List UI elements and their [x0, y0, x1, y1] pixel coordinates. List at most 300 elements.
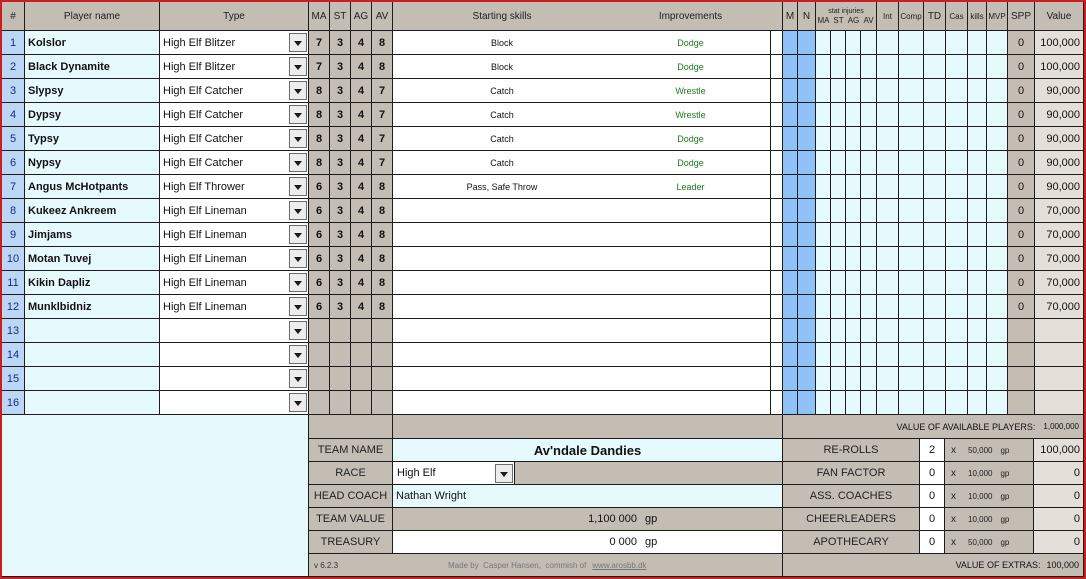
kills-cell[interactable]	[968, 271, 987, 295]
player-name-cell[interactable]: Angus McHotpants	[25, 175, 160, 199]
stat-injury-av-cell[interactable]	[861, 103, 877, 127]
kills-cell[interactable]	[968, 247, 987, 271]
stat-injury-st-cell[interactable]	[831, 271, 846, 295]
player-type-value: High Elf Catcher	[163, 108, 244, 121]
improvements-cell[interactable]	[611, 343, 770, 367]
comp-cell[interactable]	[899, 79, 924, 103]
player-type-dropdown-button[interactable]	[289, 105, 307, 124]
kills-cell[interactable]	[968, 391, 987, 415]
int-cell[interactable]	[877, 343, 899, 367]
kills-cell[interactable]	[968, 223, 987, 247]
row-number: 16	[2, 391, 25, 415]
int-cell[interactable]	[877, 199, 899, 223]
player-name-cell[interactable]: Dypsy	[25, 103, 160, 127]
player-name-cell[interactable]: Slypsy	[25, 79, 160, 103]
player-type-dropdown-button[interactable]	[289, 153, 307, 172]
td-cell[interactable]	[924, 199, 946, 223]
stat-injury-ma-cell[interactable]	[816, 79, 831, 103]
starting-skills-cell[interactable]	[393, 247, 611, 271]
niggling-injury-cell[interactable]	[798, 55, 816, 79]
miss-next-game-cell[interactable]	[783, 295, 798, 319]
arosbb-link[interactable]: www.arosbb.dk	[592, 560, 647, 570]
kills-cell[interactable]	[968, 295, 987, 319]
stat-injury-ma-cell[interactable]	[816, 343, 831, 367]
niggling-injury-cell[interactable]	[798, 391, 816, 415]
miss-next-game-cell[interactable]	[783, 319, 798, 343]
player-type-dropdown-button[interactable]	[289, 225, 307, 244]
cas-cell[interactable]	[946, 103, 968, 127]
player-type-dropdown-button[interactable]	[289, 369, 307, 388]
improvements-cell[interactable]: Dodge	[611, 151, 770, 175]
player-type-dropdown-button[interactable]	[289, 177, 307, 196]
td-cell[interactable]	[924, 223, 946, 247]
improvements-cell[interactable]: Dodge	[611, 55, 770, 79]
bottom-strip-mid	[393, 415, 783, 439]
comp-cell[interactable]	[899, 247, 924, 271]
player-type-dropdown-button[interactable]	[289, 57, 307, 76]
apothecary-count-input[interactable]: 0	[920, 531, 945, 554]
kills-cell[interactable]	[968, 31, 987, 55]
stat-injury-ag-cell[interactable]	[846, 319, 861, 343]
miss-next-game-cell[interactable]	[783, 175, 798, 199]
player-type-dropdown-button[interactable]	[289, 201, 307, 220]
player-type-select[interactable]	[160, 103, 309, 127]
td-cell[interactable]	[924, 271, 946, 295]
stat-injury-st-cell[interactable]	[831, 151, 846, 175]
stat-injury-av-cell[interactable]	[861, 271, 877, 295]
mvp-cell[interactable]	[987, 31, 1008, 55]
stat-injury-av-cell[interactable]	[861, 295, 877, 319]
spp-cell: 0	[1008, 127, 1035, 151]
mvp-cell[interactable]	[987, 55, 1008, 79]
stat-injury-av-cell[interactable]	[861, 391, 877, 415]
player-type-dropdown-button[interactable]	[289, 393, 307, 412]
player-type-select[interactable]	[160, 199, 309, 223]
player-type-select[interactable]	[160, 391, 309, 415]
player-name-cell[interactable]: Kolslor	[25, 31, 160, 55]
niggling-injury-cell[interactable]	[798, 271, 816, 295]
player-stat-st: 3	[330, 79, 351, 103]
player-type-select[interactable]	[160, 223, 309, 247]
td-cell[interactable]	[924, 391, 946, 415]
int-cell[interactable]	[877, 319, 899, 343]
starting-skills-cell[interactable]	[393, 319, 611, 343]
stat-injury-ma-cell[interactable]	[816, 175, 831, 199]
stat-injury-st-cell[interactable]	[831, 199, 846, 223]
player-type-select[interactable]	[160, 55, 309, 79]
stat-injury-ag-cell[interactable]	[846, 151, 861, 175]
player-type-select[interactable]	[160, 79, 309, 103]
stat-injury-ag-cell[interactable]	[846, 199, 861, 223]
starting-skills-cell[interactable]	[393, 343, 611, 367]
player-value-cell: 70,000	[1035, 271, 1084, 295]
stat-injury-ma-cell[interactable]	[816, 199, 831, 223]
stat-injury-av-cell[interactable]	[861, 199, 877, 223]
int-cell[interactable]	[877, 31, 899, 55]
ass-coaches-cost	[945, 485, 1034, 508]
mvp-cell[interactable]	[987, 367, 1008, 391]
miss-next-game-cell[interactable]	[783, 199, 798, 223]
stat-injury-av-cell[interactable]	[861, 31, 877, 55]
miss-next-game-cell[interactable]	[783, 103, 798, 127]
comp-cell[interactable]	[899, 295, 924, 319]
td-cell[interactable]	[924, 151, 946, 175]
starting-skills-cell[interactable]: Catch	[393, 103, 611, 127]
player-name-cell[interactable]: Jimjams	[25, 223, 160, 247]
int-cell[interactable]	[877, 103, 899, 127]
starting-skills-cell[interactable]: Catch	[393, 151, 611, 175]
improvements-cell[interactable]: Dodge	[611, 127, 770, 151]
player-name-cell[interactable]	[25, 367, 160, 391]
cas-cell[interactable]	[946, 271, 968, 295]
starting-skills-cell[interactable]: Catch	[393, 79, 611, 103]
stat-injury-av-cell[interactable]	[861, 367, 877, 391]
improvements-cell[interactable]	[611, 367, 770, 391]
stat-injury-av-cell[interactable]	[861, 127, 877, 151]
re-rolls-count-input[interactable]: 2	[920, 439, 945, 462]
cas-cell[interactable]	[946, 127, 968, 151]
player-type-dropdown-button[interactable]	[289, 33, 307, 52]
td-cell[interactable]	[924, 295, 946, 319]
player-name-cell[interactable]: Kikin Dapliz	[25, 271, 160, 295]
mvp-cell[interactable]	[987, 295, 1008, 319]
niggling-injury-cell[interactable]	[798, 295, 816, 319]
race-select[interactable]	[393, 462, 515, 485]
comp-cell[interactable]	[899, 127, 924, 151]
stat-injury-ma-cell[interactable]	[816, 271, 831, 295]
player-type-select[interactable]	[160, 127, 309, 151]
stat-injury-st-cell[interactable]	[831, 55, 846, 79]
player-type-dropdown-button[interactable]	[289, 321, 307, 340]
player-type-select[interactable]	[160, 31, 309, 55]
comp-cell[interactable]	[899, 271, 924, 295]
kills-cell[interactable]	[968, 367, 987, 391]
stat-injury-st-cell[interactable]	[831, 127, 846, 151]
starting-skills-cell[interactable]: Catch	[393, 127, 611, 151]
stat-injury-ag-cell[interactable]	[846, 79, 861, 103]
starting-skills-cell[interactable]	[393, 223, 611, 247]
td-cell[interactable]	[924, 55, 946, 79]
stat-injury-av-cell[interactable]	[861, 55, 877, 79]
niggling-injury-cell[interactable]	[798, 151, 816, 175]
comp-cell[interactable]	[899, 103, 924, 127]
int-cell[interactable]	[877, 367, 899, 391]
kills-cell[interactable]	[968, 175, 987, 199]
comp-cell[interactable]	[899, 175, 924, 199]
niggling-injury-cell[interactable]	[798, 31, 816, 55]
player-name-cell[interactable]	[25, 391, 160, 415]
stat-injury-st-cell[interactable]	[831, 295, 846, 319]
player-type-select[interactable]	[160, 295, 309, 319]
mvp-cell[interactable]	[987, 103, 1008, 127]
miss-next-game-cell[interactable]	[783, 151, 798, 175]
stat-injury-st-cell[interactable]	[831, 319, 846, 343]
stat-injury-st-cell[interactable]	[831, 247, 846, 271]
cas-cell[interactable]	[946, 223, 968, 247]
int-cell[interactable]	[877, 127, 899, 151]
starting-skills-cell[interactable]	[393, 391, 611, 415]
stat-injury-ma-cell[interactable]	[816, 367, 831, 391]
niggling-injury-cell[interactable]	[798, 175, 816, 199]
cas-cell[interactable]	[946, 31, 968, 55]
stat-injury-ma-cell[interactable]	[816, 55, 831, 79]
miss-next-game-cell[interactable]	[783, 367, 798, 391]
player-name-cell[interactable]: Kukeez Ankreem	[25, 199, 160, 223]
stat-injury-st-cell[interactable]	[831, 103, 846, 127]
kills-cell[interactable]	[968, 55, 987, 79]
niggling-injury-cell[interactable]	[798, 199, 816, 223]
comp-cell[interactable]	[899, 343, 924, 367]
player-name-cell[interactable]: Black Dynamite	[25, 55, 160, 79]
int-cell[interactable]	[877, 391, 899, 415]
cas-cell[interactable]	[946, 175, 968, 199]
mvp-cell[interactable]	[987, 247, 1008, 271]
cheerleaders-count-input[interactable]: 0	[920, 508, 945, 531]
player-type-select[interactable]	[160, 175, 309, 199]
td-cell[interactable]	[924, 175, 946, 199]
player-value-cell: 70,000	[1035, 199, 1084, 223]
niggling-injury-cell[interactable]	[798, 223, 816, 247]
mvp-cell[interactable]	[987, 391, 1008, 415]
starting-skills-cell[interactable]: Block	[393, 55, 611, 79]
comp-cell[interactable]	[899, 391, 924, 415]
kills-cell[interactable]	[968, 319, 987, 343]
miss-next-game-cell[interactable]	[783, 247, 798, 271]
improvements-cell[interactable]	[611, 271, 770, 295]
improvements-cell[interactable]	[611, 199, 770, 223]
head-coach-field[interactable]: Nathan Wright	[393, 485, 783, 508]
player-type-dropdown-button[interactable]	[289, 273, 307, 292]
mvp-cell[interactable]	[987, 151, 1008, 175]
spp-cell: 0	[1008, 103, 1035, 127]
player-type-select[interactable]	[160, 319, 309, 343]
starting-skills-cell[interactable]	[393, 295, 611, 319]
player-type-dropdown-button[interactable]	[289, 81, 307, 100]
stat-injury-ag-cell[interactable]	[846, 367, 861, 391]
miss-next-game-cell[interactable]	[783, 79, 798, 103]
player-name-cell[interactable]: Typsy	[25, 127, 160, 151]
starting-skills-cell[interactable]: Block	[393, 31, 611, 55]
stat-injury-ag-cell[interactable]	[846, 343, 861, 367]
cas-cell[interactable]	[946, 295, 968, 319]
stat-injury-av-cell[interactable]	[861, 247, 877, 271]
starting-skills-cell[interactable]	[393, 199, 611, 223]
mvp-cell[interactable]	[987, 319, 1008, 343]
stat-injury-ma-cell[interactable]	[816, 391, 831, 415]
team-name-field[interactable]: Av'ndale Dandies	[393, 439, 783, 462]
player-stat-ma: 6	[309, 271, 330, 295]
mvp-cell[interactable]	[987, 175, 1008, 199]
ass-coaches-count-input[interactable]: 0	[920, 485, 945, 508]
td-cell[interactable]	[924, 127, 946, 151]
fan-factor-count-input[interactable]: 0	[920, 462, 945, 485]
int-cell[interactable]	[877, 175, 899, 199]
miss-next-game-cell[interactable]	[783, 127, 798, 151]
stat-injury-st-cell[interactable]	[831, 223, 846, 247]
stat-injury-ma-cell[interactable]	[816, 319, 831, 343]
cas-cell[interactable]	[946, 55, 968, 79]
improvements-cell[interactable]	[611, 319, 770, 343]
stat-injury-st-cell[interactable]	[831, 79, 846, 103]
player-name-cell[interactable]	[25, 343, 160, 367]
comp-cell[interactable]	[899, 151, 924, 175]
cas-cell[interactable]	[946, 319, 968, 343]
starting-skills-cell[interactable]: Pass, Safe Throw	[393, 175, 611, 199]
cas-cell[interactable]	[946, 79, 968, 103]
player-name-cell[interactable]: Nypsy	[25, 151, 160, 175]
td-cell[interactable]	[924, 103, 946, 127]
player-type-select[interactable]	[160, 367, 309, 391]
mvp-cell[interactable]	[987, 343, 1008, 367]
td-cell[interactable]	[924, 247, 946, 271]
mvp-cell[interactable]	[987, 79, 1008, 103]
stat-injury-ag-cell[interactable]	[846, 175, 861, 199]
td-cell[interactable]	[924, 319, 946, 343]
player-type-select[interactable]	[160, 343, 309, 367]
niggling-injury-cell[interactable]	[798, 343, 816, 367]
mvp-cell[interactable]	[987, 223, 1008, 247]
comp-cell[interactable]	[899, 223, 924, 247]
int-cell[interactable]	[877, 151, 899, 175]
int-cell[interactable]	[877, 223, 899, 247]
spp-cell: 0	[1008, 247, 1035, 271]
niggling-injury-cell[interactable]	[798, 103, 816, 127]
kills-cell[interactable]	[968, 103, 987, 127]
miss-next-game-cell[interactable]	[783, 391, 798, 415]
stat-injury-ma-cell[interactable]	[816, 151, 831, 175]
stat-injury-ma-cell[interactable]	[816, 31, 831, 55]
cas-cell[interactable]	[946, 247, 968, 271]
improvements-cell[interactable]	[611, 295, 770, 319]
niggling-injury-cell[interactable]	[798, 319, 816, 343]
improvements-cell[interactable]: Wrestle	[611, 79, 770, 103]
miss-next-game-cell[interactable]	[783, 223, 798, 247]
stat-injury-ag-cell[interactable]	[846, 55, 861, 79]
int-cell[interactable]	[877, 79, 899, 103]
team-value-gp-unit: gp	[645, 513, 658, 525]
player-type-value: High Elf Lineman	[163, 228, 247, 241]
player-type-dropdown-button[interactable]	[289, 345, 307, 364]
td-cell[interactable]	[924, 343, 946, 367]
cas-cell[interactable]	[946, 151, 968, 175]
mvp-cell[interactable]	[987, 199, 1008, 223]
stat-injury-st-cell[interactable]	[831, 367, 846, 391]
stat-injury-ma-cell[interactable]	[816, 295, 831, 319]
miss-next-game-cell[interactable]	[783, 31, 798, 55]
comp-cell[interactable]	[899, 31, 924, 55]
miss-next-game-cell[interactable]	[783, 271, 798, 295]
comp-cell[interactable]	[899, 319, 924, 343]
stat-injury-ag-cell[interactable]	[846, 223, 861, 247]
niggling-injury-cell[interactable]	[798, 247, 816, 271]
int-cell[interactable]	[877, 271, 899, 295]
player-type-dropdown-button[interactable]	[289, 297, 307, 316]
race-dropdown-button[interactable]	[495, 464, 513, 483]
niggling-injury-cell[interactable]	[798, 367, 816, 391]
kills-cell[interactable]	[968, 127, 987, 151]
stat-injury-st-cell[interactable]	[831, 391, 846, 415]
cas-cell[interactable]	[946, 367, 968, 391]
kills-cell[interactable]	[968, 343, 987, 367]
stat-injury-ma-cell[interactable]	[816, 223, 831, 247]
player-name-cell[interactable]	[25, 319, 160, 343]
stat-injury-ag-cell[interactable]	[846, 271, 861, 295]
comp-cell[interactable]	[899, 199, 924, 223]
improvements-cell[interactable]: Wrestle	[611, 103, 770, 127]
stat-injury-ag-cell[interactable]	[846, 295, 861, 319]
td-cell[interactable]	[924, 31, 946, 55]
stat-injury-ag-cell[interactable]	[846, 103, 861, 127]
stat-injury-st-cell[interactable]	[831, 343, 846, 367]
player-stat-ma	[309, 343, 330, 367]
cas-cell[interactable]	[946, 199, 968, 223]
stat-injury-av-cell[interactable]	[861, 223, 877, 247]
stat-injury-ag-cell[interactable]	[846, 31, 861, 55]
kills-cell[interactable]	[968, 199, 987, 223]
niggling-injury-cell[interactable]	[798, 79, 816, 103]
niggling-injury-cell[interactable]	[798, 127, 816, 151]
player-type-dropdown-button[interactable]	[289, 129, 307, 148]
miss-next-game-cell[interactable]	[783, 343, 798, 367]
row-gap	[770, 175, 783, 199]
kills-cell[interactable]	[968, 79, 987, 103]
row-gap	[770, 319, 783, 343]
int-cell[interactable]	[877, 295, 899, 319]
player-type-dropdown-button[interactable]	[289, 249, 307, 268]
stat-injury-av-cell[interactable]	[861, 79, 877, 103]
stat-injury-ag-cell[interactable]	[846, 247, 861, 271]
improvements-cell[interactable]	[611, 247, 770, 271]
player-name-cell[interactable]: Munklbidniz	[25, 295, 160, 319]
cas-cell[interactable]	[946, 343, 968, 367]
mvp-cell[interactable]	[987, 271, 1008, 295]
comp-cell[interactable]	[899, 367, 924, 391]
starting-skills-cell[interactable]	[393, 367, 611, 391]
int-cell[interactable]	[877, 247, 899, 271]
stat-injury-av-cell[interactable]	[861, 175, 877, 199]
improvements-cell[interactable]	[611, 223, 770, 247]
player-type-select[interactable]	[160, 271, 309, 295]
stat-injury-av-cell[interactable]	[861, 343, 877, 367]
player-type-select[interactable]	[160, 151, 309, 175]
spp-cell: 0	[1008, 223, 1035, 247]
td-cell[interactable]	[924, 79, 946, 103]
stat-injury-av-cell[interactable]	[861, 151, 877, 175]
kills-cell[interactable]	[968, 151, 987, 175]
improvements-cell[interactable]: Leader	[611, 175, 770, 199]
stat-injury-ag-cell[interactable]	[846, 127, 861, 151]
improvements-cell[interactable]	[611, 391, 770, 415]
int-cell[interactable]	[877, 55, 899, 79]
stat-injury-st-cell[interactable]	[831, 31, 846, 55]
mvp-cell[interactable]	[987, 127, 1008, 151]
player-type-select[interactable]	[160, 247, 309, 271]
stat-injury-ag-cell[interactable]	[846, 391, 861, 415]
td-cell[interactable]	[924, 367, 946, 391]
improvements-cell[interactable]: Dodge	[611, 31, 770, 55]
stat-injury-ma-cell[interactable]	[816, 247, 831, 271]
stat-injury-st-cell[interactable]	[831, 175, 846, 199]
player-stat-ma	[309, 367, 330, 391]
player-name-cell[interactable]: Motan Tuvej	[25, 247, 160, 271]
stat-injury-ma-cell[interactable]	[816, 127, 831, 151]
comp-cell[interactable]	[899, 55, 924, 79]
miss-next-game-cell[interactable]	[783, 55, 798, 79]
stat-injury-ma-cell[interactable]	[816, 103, 831, 127]
cas-cell[interactable]	[946, 391, 968, 415]
stat-injury-av-cell[interactable]	[861, 319, 877, 343]
starting-skills-cell[interactable]	[393, 271, 611, 295]
